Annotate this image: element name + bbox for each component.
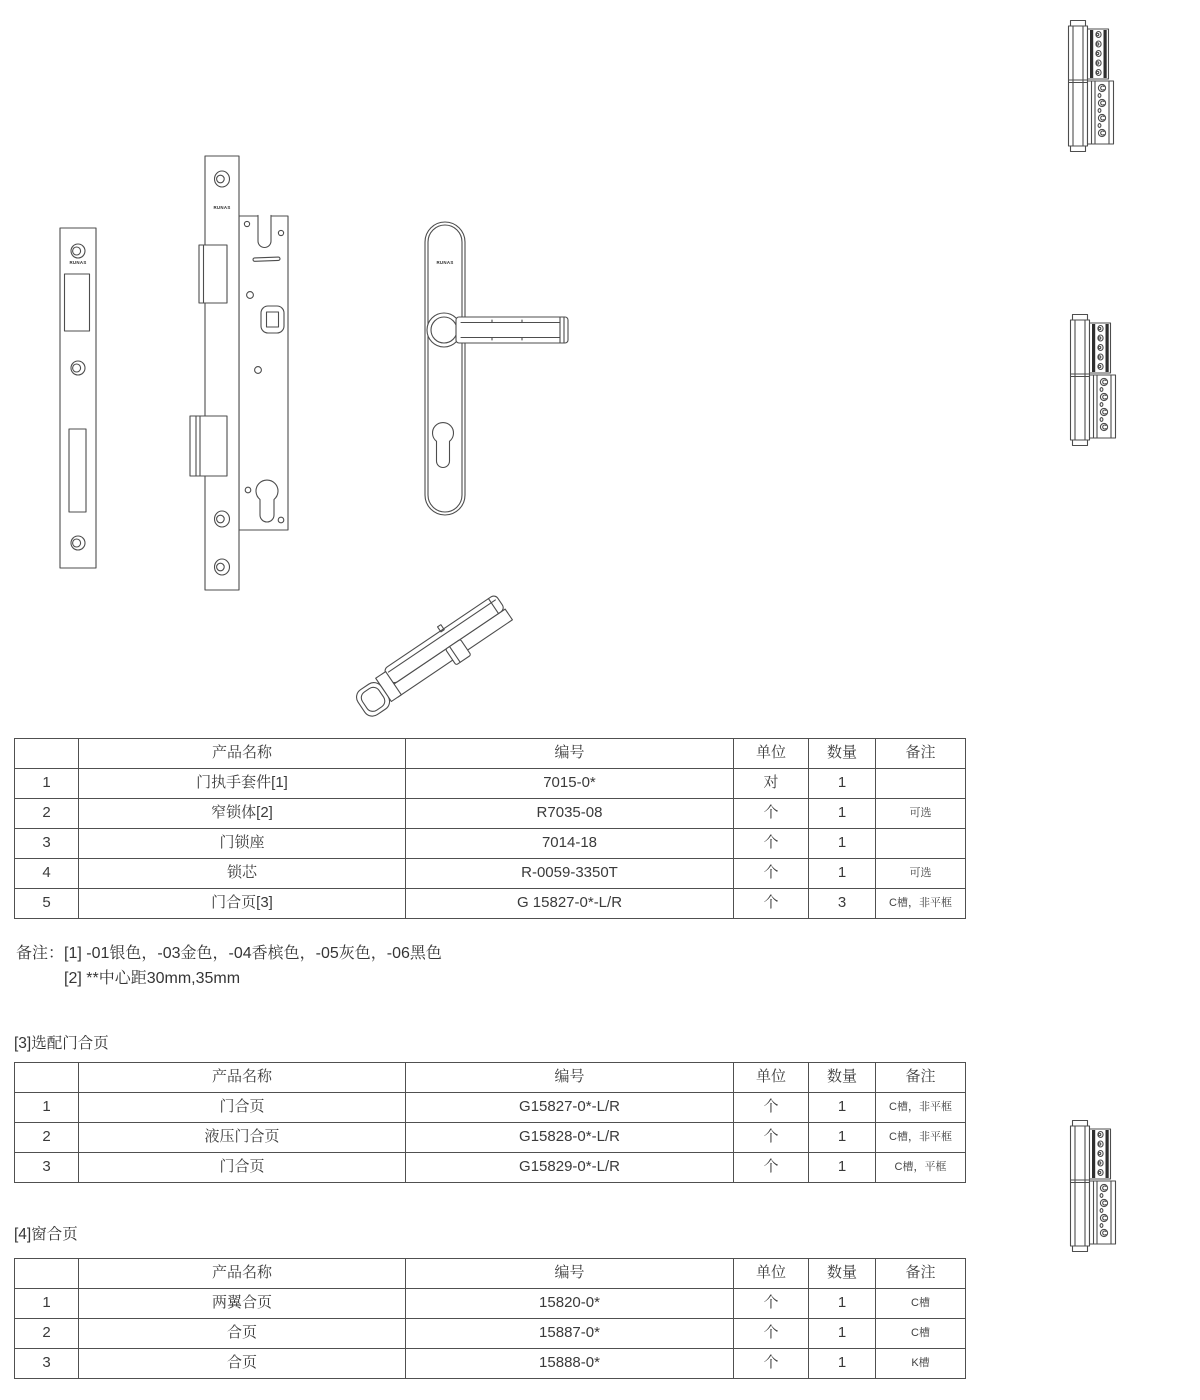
table-cell: 3 (15, 1153, 79, 1183)
table-row (15, 799, 966, 829)
table-cell: G 15827-0*-L/R (406, 889, 734, 919)
table-cell: 1 (809, 799, 876, 829)
table-cell (876, 769, 966, 799)
table-cell: C槽，非平框 (876, 1123, 966, 1153)
table-cell: G15828-0*-L/R (406, 1123, 734, 1153)
table-cell: 4 (15, 859, 79, 889)
products-table (14, 738, 966, 919)
table-cell: 1 (809, 1289, 876, 1319)
table-cell: 2 (15, 799, 79, 829)
table-cell: 5 (15, 889, 79, 919)
table-cell: 15887-0* (406, 1319, 734, 1349)
table-header-cell (15, 1063, 79, 1093)
table-cell: C槽，平框 (876, 1153, 966, 1183)
table-cell: 2 (15, 1123, 79, 1153)
hinge-middle-drawing (1071, 315, 1116, 446)
table-header-cell: 编号 (406, 1063, 734, 1093)
table-header-cell: 编号 (406, 739, 734, 769)
table-row (15, 1093, 966, 1123)
table-cell: C槽 (876, 1319, 966, 1349)
table-header-cell: 产品名称 (79, 1063, 406, 1093)
table-cell: K槽 (876, 1349, 966, 1379)
note-line: [1] -01银色，-03金色，-04香槟色，-05灰色，-06黑色 (64, 945, 442, 962)
table-row (15, 859, 966, 889)
table-cell: G15829-0*-L/R (406, 1153, 734, 1183)
table-cell: 1 (15, 1289, 79, 1319)
table-cell: 7015-0* (406, 769, 734, 799)
table-header-cell: 数量 (809, 739, 876, 769)
table-header-cell: 数量 (809, 1063, 876, 1093)
table-header-cell: 单位 (734, 739, 809, 769)
table-row (15, 1289, 966, 1319)
table-cell: 1 (809, 769, 876, 799)
table-cell: 门合页 (79, 1153, 406, 1183)
handle-drawing (425, 222, 568, 515)
notes-label: 备注： (16, 945, 65, 962)
table-cell: 个 (734, 799, 809, 829)
window-hinges-table (14, 1258, 966, 1379)
table-cell: R-0059-3350T (406, 859, 734, 889)
table-cell: 7014-18 (406, 829, 734, 859)
table-cell: 15888-0* (406, 1349, 734, 1379)
table-header-cell: 单位 (734, 1259, 809, 1289)
table-cell: 1 (809, 829, 876, 859)
table-row (15, 889, 966, 919)
table-cell: 1 (809, 859, 876, 889)
table-cell: 15820-0* (406, 1289, 734, 1319)
table-cell: 1 (809, 1093, 876, 1123)
table-cell: 3 (15, 1349, 79, 1379)
table-cell: 个 (734, 889, 809, 919)
table-cell: 合页 (79, 1319, 406, 1349)
table-row (15, 1123, 966, 1153)
table-cell: 门合页[3] (79, 889, 406, 919)
brand-logo: RUNAS (213, 205, 231, 210)
table-header-cell: 产品名称 (79, 1259, 406, 1289)
section-heading-door-hinges: [3]选配门合页 (14, 1035, 109, 1052)
table-cell: G15827-0*-L/R (406, 1093, 734, 1123)
table-header-row (15, 739, 966, 769)
table-cell: 1 (809, 1349, 876, 1379)
table-row (15, 1349, 966, 1379)
table-header-cell: 备注 (876, 1063, 966, 1093)
table-cell: 个 (734, 1319, 809, 1349)
table-cell: 个 (734, 859, 809, 889)
table-cell: 个 (734, 1153, 809, 1183)
table-cell: 可选 (876, 859, 966, 889)
table-cell: 锁芯 (79, 859, 406, 889)
table-cell: 1 (15, 769, 79, 799)
note-line: [2] **中心距30mm,35mm (64, 970, 241, 987)
table-cell: R7035-08 (406, 799, 734, 829)
table-cell: 1 (809, 1153, 876, 1183)
table-cell: 门执手套件[1] (79, 769, 406, 799)
table-cell: 合页 (79, 1349, 406, 1379)
table-cell: 个 (734, 1349, 809, 1379)
table-cell: 1 (809, 1319, 876, 1349)
table-cell: 个 (734, 829, 809, 859)
notes (16, 941, 442, 991)
table-cell: 1 (15, 1093, 79, 1123)
table-row (15, 829, 966, 859)
table-cell: 个 (734, 1093, 809, 1123)
table-cell: 可选 (876, 799, 966, 829)
table-row (15, 1319, 966, 1349)
door-hinges-table (14, 1062, 966, 1183)
cylinder-drawing (348, 590, 516, 722)
table-cell: 2 (15, 1319, 79, 1349)
section-heading-window-hinges: [4]窗合页 (14, 1226, 78, 1243)
table-cell: 1 (809, 1123, 876, 1153)
table-cell: 个 (734, 1123, 809, 1153)
brand-logo: RUNAS (69, 260, 87, 265)
table-header-row (15, 1063, 966, 1093)
hinge-bottom-drawing (1071, 1121, 1116, 1252)
lock-body-drawing (190, 156, 288, 590)
table-cell: 3 (809, 889, 876, 919)
table-cell: 对 (734, 769, 809, 799)
table-header-cell: 备注 (876, 739, 966, 769)
table-cell: C槽，非平框 (876, 1093, 966, 1123)
table-cell: 个 (734, 1289, 809, 1319)
table-row (15, 769, 966, 799)
table-header-cell (15, 1259, 79, 1289)
table-cell: 两翼合页 (79, 1289, 406, 1319)
table-header-cell: 编号 (406, 1259, 734, 1289)
table-row (15, 1153, 966, 1183)
table-header-cell: 产品名称 (79, 739, 406, 769)
table-header-cell (15, 739, 79, 769)
table-cell (876, 829, 966, 859)
strike-plate-drawing (60, 228, 96, 568)
table-cell: C槽 (876, 1289, 966, 1319)
table-header-cell: 数量 (809, 1259, 876, 1289)
table-header-cell: 单位 (734, 1063, 809, 1093)
brand-logo: RUNAS (436, 260, 454, 265)
table-header-cell: 备注 (876, 1259, 966, 1289)
hinge-top-drawing (1069, 21, 1114, 152)
table-cell: 液压门合页 (79, 1123, 406, 1153)
table-cell: 窄锁体[2] (79, 799, 406, 829)
table-header-row (15, 1259, 966, 1289)
table-cell: 3 (15, 829, 79, 859)
table-cell: C槽，非平框 (876, 889, 966, 919)
table-cell: 门锁座 (79, 829, 406, 859)
table-cell: 门合页 (79, 1093, 406, 1123)
